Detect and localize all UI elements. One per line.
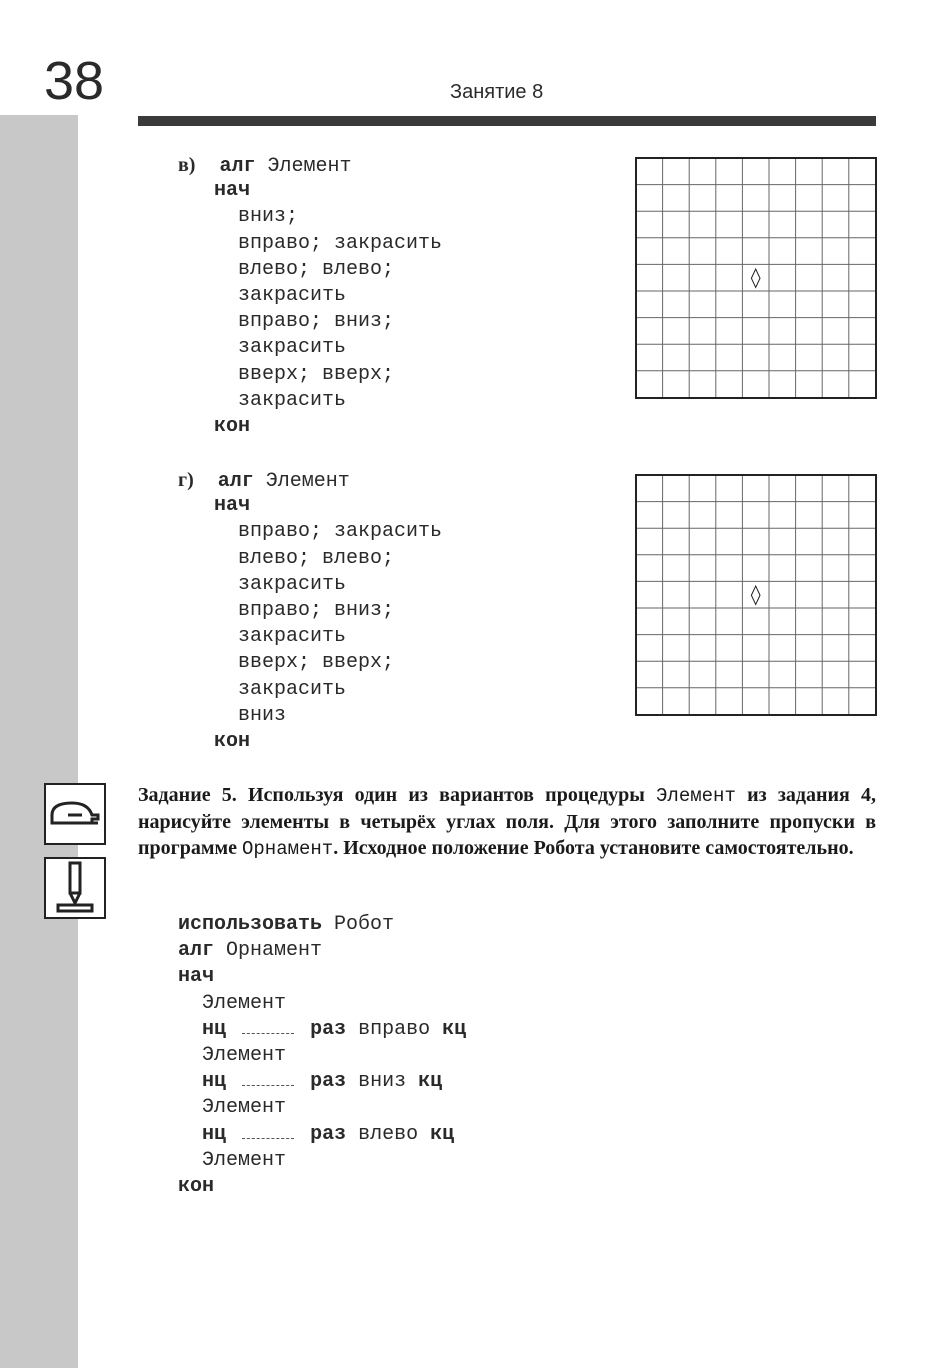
keyword-nc: нц xyxy=(202,1017,227,1041)
code-line: вправо; вниз; xyxy=(238,598,395,622)
robot-field-v xyxy=(635,157,877,399)
robot-field-g xyxy=(635,474,877,716)
program-name: Орнамент xyxy=(241,838,334,860)
code-line: закрасить xyxy=(238,572,347,596)
keyword-alg: алг xyxy=(219,155,256,178)
keyword-times: раз xyxy=(310,1017,347,1041)
page-number: 38 xyxy=(44,51,105,111)
keyword-begin: нач xyxy=(214,179,251,203)
computer-mouse-icon xyxy=(44,783,106,845)
header-rule xyxy=(138,116,876,126)
code-line: вправо; закрасить xyxy=(238,520,443,544)
code-line: закрасить xyxy=(238,283,347,307)
task-text-part: Используя один из вариантов процедуры xyxy=(248,784,645,806)
code-line: закрасить xyxy=(238,336,347,360)
task-text-part: . Исходное положение Робота установите самостоятельно. xyxy=(333,837,854,859)
procedure-call: Элемент xyxy=(202,1096,287,1120)
keyword-kc: кц xyxy=(418,1070,443,1094)
keyword-end: кон xyxy=(178,1174,215,1198)
code-line: закрасить xyxy=(238,625,347,649)
keyword-end: кон xyxy=(214,414,251,438)
keyword-times: раз xyxy=(310,1070,347,1094)
keyword-kc: кц xyxy=(442,1017,467,1041)
keyword-end: кон xyxy=(214,729,251,753)
keyword-kc: кц xyxy=(430,1122,455,1146)
command-direction: вправо xyxy=(358,1017,431,1041)
keyword-times: раз xyxy=(310,1122,347,1146)
algorithm-g xyxy=(178,467,442,755)
algorithm-name: Элемент xyxy=(265,470,350,493)
fill-in-blank[interactable] xyxy=(242,1071,294,1086)
code-line: вправо; вниз; xyxy=(238,310,395,334)
fill-in-blank[interactable] xyxy=(242,1019,294,1034)
code-line: вниз xyxy=(238,703,287,727)
task-title: Задание 5. xyxy=(138,784,237,806)
keyword-alg: алг xyxy=(217,470,254,493)
code-line: закрасить xyxy=(238,388,347,412)
program-ornament xyxy=(178,912,466,1200)
keyword-begin: нач xyxy=(214,494,251,518)
procedure-call: Элемент xyxy=(202,1043,287,1067)
algorithm-name: Элемент xyxy=(267,155,352,178)
keyword-nc: нц xyxy=(202,1070,227,1094)
procedure-call: Элемент xyxy=(202,991,287,1015)
item-label: г) xyxy=(178,469,194,491)
code-line: вверх; вверх; xyxy=(238,651,395,675)
task-text-part: из задания 4, нарисуйте элементы в четырёх углах поля. Для этого заполните пропуски в программе xyxy=(138,784,877,859)
keyword-begin: нач xyxy=(178,965,215,989)
margin-band xyxy=(0,115,78,1368)
code-line: влево; влево; xyxy=(238,257,395,281)
item-label: в) xyxy=(178,154,196,176)
code-line: влево; влево; xyxy=(238,546,395,570)
task-5-text xyxy=(138,782,876,862)
code-line: закрасить xyxy=(238,677,347,701)
robot-marker-icon: ◊ xyxy=(750,582,761,606)
procedure-name: Элемент xyxy=(656,785,736,807)
keyword-alg: алг xyxy=(178,939,215,963)
keyword-use: использовать xyxy=(178,913,323,936)
fill-in-blank[interactable] xyxy=(242,1124,294,1139)
executor-name: Робот xyxy=(334,913,395,936)
command-direction: влево xyxy=(358,1122,419,1146)
algorithm-v xyxy=(178,152,442,440)
algorithm-name: Орнамент xyxy=(226,939,323,963)
command-direction: вниз xyxy=(358,1070,407,1094)
procedure-call: Элемент xyxy=(202,1148,287,1172)
lesson-title: Занятие 8 xyxy=(450,81,544,103)
code-line: вниз; xyxy=(238,205,299,229)
keyword-nc: нц xyxy=(202,1122,227,1146)
code-line: вправо; закрасить xyxy=(238,231,443,255)
code-line: вверх; вверх; xyxy=(238,362,395,386)
pencil-icon xyxy=(44,857,106,919)
robot-marker-icon: ◊ xyxy=(750,265,761,289)
